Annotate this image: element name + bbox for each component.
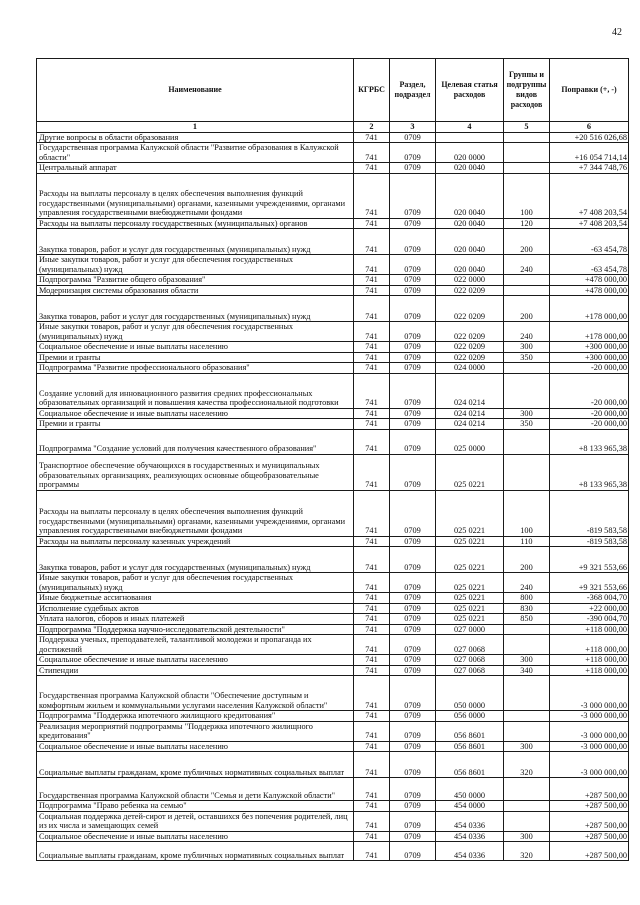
row-kcs-cell: 741 [354,352,390,363]
row-kcs-cell: 741 [354,676,390,711]
row-kcs-cell: 741 [354,614,390,625]
row-kcs-cell: 741 [354,603,390,614]
column-number: 2 [354,122,390,133]
row-section-cell: 0709 [390,255,436,275]
row-group-cell [504,624,550,635]
row-name-cell: Стипендии [37,665,354,676]
row-amount-cell: -3 000 000,00 [550,721,629,741]
row-group-cell: 110 [504,536,550,547]
row-name-cell: Закупка товаров, работ и услуг для государственных (муниципальных) нужд [37,547,354,573]
row-kcs-cell: 741 [354,373,390,408]
table-row [37,408,629,419]
row-amount-cell: +300 000,00 [550,352,629,363]
row-group-cell: 300 [504,408,550,419]
row-name-cell: Государственная программа Калужской области "Развитие образования в Калужской области" [37,143,354,163]
row-amount-cell: +9 321 553,66 [550,573,629,593]
table-row [37,635,629,655]
row-amount-cell: +178 000,00 [550,322,629,342]
row-kcs-cell: 741 [354,624,390,635]
row-amount-cell: +178 000,00 [550,296,629,322]
row-group-cell [504,676,550,711]
row-group-cell: 240 [504,573,550,593]
row-amount-cell: +478 000,00 [550,285,629,296]
row-section-cell: 0709 [390,132,436,143]
column-number: 5 [504,122,550,133]
row-section-cell: 0709 [390,143,436,163]
row-target-cell: 020 0040 [436,229,504,255]
row-target-cell: 020 0040 [436,173,504,218]
row-name-cell: Социальные выплаты гражданам, кроме публичных нормативных социальных выплат [37,842,354,861]
row-target-cell: 020 0040 [436,163,504,174]
row-amount-cell: -20 000,00 [550,363,629,374]
header-section: Раздел, подраздел [390,59,436,122]
row-group-cell [504,363,550,374]
row-group-cell: 350 [504,352,550,363]
row-group-cell: 240 [504,255,550,275]
row-target-cell: 022 0209 [436,342,504,353]
row-kcs-cell: 741 [354,285,390,296]
row-target-cell: 022 0209 [436,285,504,296]
row-group-cell [504,285,550,296]
row-name-cell: Премии и гранты [37,352,354,363]
row-name-cell: Социальное обеспечение и иные выплаты населению [37,741,354,752]
row-amount-cell: +8 133 965,38 [550,454,629,490]
row-name-cell: Иные бюджетные ассигнования [37,593,354,604]
row-kcs-cell: 741 [354,342,390,353]
table-row [37,801,629,812]
table-row [37,163,629,174]
row-kcs-cell: 741 [354,296,390,322]
row-target-cell: 022 0209 [436,296,504,322]
row-section-cell: 0709 [390,711,436,722]
row-amount-cell: -3 000 000,00 [550,676,629,711]
row-group-cell: 200 [504,229,550,255]
table-row [37,536,629,547]
row-section-cell: 0709 [390,322,436,342]
row-target-cell: 024 0214 [436,373,504,408]
column-number-row [37,122,629,133]
row-group-cell: 340 [504,665,550,676]
row-group-cell: 300 [504,831,550,842]
row-amount-cell: -63 454,78 [550,255,629,275]
row-group-cell [504,454,550,490]
row-amount-cell: +7 408 203,54 [550,218,629,229]
table-row [37,429,629,454]
row-kcs-cell: 741 [354,593,390,604]
row-amount-cell: +287 500,00 [550,811,629,831]
table-row [37,603,629,614]
row-name-cell: Социальная поддержка детей-сирот и детей, оставшихся без попечения родителей, лиц из их числа и замещающих семей [37,811,354,831]
row-target-cell: 020 0040 [436,255,504,275]
row-name-cell: Иные закупки товаров, работ и услуг для обеспечения государственных (муниципальных) нужд [37,255,354,275]
row-amount-cell: +16 054 714,14 [550,143,629,163]
row-section-cell: 0709 [390,831,436,842]
row-target-cell: 025 0221 [436,573,504,593]
row-amount-cell: -390 004,70 [550,614,629,625]
row-group-cell: 320 [504,752,550,778]
row-amount-cell: +287 500,00 [550,831,629,842]
row-name-cell: Подпрограмма "Развитие профессионального образования" [37,363,354,374]
row-section-cell: 0709 [390,547,436,573]
row-target-cell: 025 0221 [436,614,504,625]
row-kcs-cell: 741 [354,811,390,831]
row-name-cell: Подпрограмма "Поддержка ипотечного жилищного кредитования" [37,711,354,722]
row-kcs-cell: 741 [354,363,390,374]
row-group-cell: 800 [504,593,550,604]
row-group-cell [504,801,550,812]
table-row [37,285,629,296]
row-section-cell: 0709 [390,275,436,286]
row-section-cell: 0709 [390,429,436,454]
header-target-article: Целевая статья расходов [436,59,504,122]
row-group-cell [504,373,550,408]
row-name-cell: Подпрограмма "Развитие общего образования" [37,275,354,286]
row-target-cell: 027 0068 [436,655,504,666]
row-kcs-cell: 741 [354,741,390,752]
row-name-cell: Подпрограмма "Право ребенка на семью" [37,801,354,812]
row-amount-cell: -368 004,70 [550,593,629,604]
row-kcs-cell: 741 [354,547,390,573]
table-row [37,490,629,536]
row-target-cell: 025 0221 [436,454,504,490]
row-group-cell [504,275,550,286]
row-kcs-cell: 741 [354,711,390,722]
row-section-cell: 0709 [390,665,436,676]
row-name-cell: Социальное обеспечение и иные выплаты населению [37,831,354,842]
row-group-cell [504,429,550,454]
row-group-cell [504,721,550,741]
row-amount-cell: +118 000,00 [550,635,629,655]
row-target-cell: 024 0214 [436,408,504,419]
table-row [37,143,629,163]
row-name-cell: Социальное обеспечение и иные выплаты населению [37,342,354,353]
row-amount-cell: +7 408 203,54 [550,173,629,218]
table-row [37,752,629,778]
table-row [37,665,629,676]
row-section-cell: 0709 [390,603,436,614]
row-kcs-cell: 741 [354,454,390,490]
row-section-cell: 0709 [390,229,436,255]
table-row [37,842,629,861]
row-amount-cell: +118 000,00 [550,665,629,676]
row-group-cell [504,635,550,655]
row-target-cell: 025 0221 [436,536,504,547]
row-amount-cell: +287 500,00 [550,801,629,812]
row-amount-cell: -20 000,00 [550,419,629,430]
row-target-cell: 056 8601 [436,721,504,741]
row-kcs-cell: 741 [354,665,390,676]
row-group-cell [504,143,550,163]
table-row [37,132,629,143]
table-row [37,322,629,342]
row-section-cell: 0709 [390,655,436,666]
table-row [37,363,629,374]
row-group-cell [504,163,550,174]
row-amount-cell: -63 454,78 [550,229,629,255]
row-kcs-cell: 741 [354,408,390,419]
row-amount-cell: -819 583,58 [550,490,629,536]
row-group-cell [504,778,550,801]
row-kcs-cell: 741 [354,229,390,255]
row-group-cell: 200 [504,547,550,573]
table-row [37,173,629,218]
row-name-cell: Подпрограмма "Создание условий для получения качественного образования" [37,429,354,454]
header-amendments: Поправки (+, -) [550,59,629,122]
row-target-cell: 056 0000 [436,711,504,722]
row-name-cell: Транспортное обеспечение обучающихся в государственных и муниципальных образовательных организациях, реализующих основные общеобразовательные программы [37,454,354,490]
row-section-cell: 0709 [390,635,436,655]
table-row [37,352,629,363]
table-row [37,778,629,801]
row-kcs-cell: 741 [354,778,390,801]
row-amount-cell: -20 000,00 [550,408,629,419]
row-target-cell: 024 0000 [436,363,504,374]
row-section-cell: 0709 [390,163,436,174]
row-section-cell: 0709 [390,676,436,711]
row-name-cell: Подпрограмма "Поддержка научно-исследовательской деятельности" [37,624,354,635]
row-name-cell: Создание условий для инновационного развития средних профессиональных образовательных организаций и повышения качества профессиональной подготовки [37,373,354,408]
table-row [37,614,629,625]
row-name-cell: Иные закупки товаров, работ и услуг для обеспечения государственных (муниципальных) нужд [37,573,354,593]
table-row [37,741,629,752]
row-name-cell: Центральный аппарат [37,163,354,174]
row-name-cell: Премии и гранты [37,419,354,430]
row-amount-cell: +118 000,00 [550,655,629,666]
row-name-cell: Реализация мероприятий подпрограммы "Поддержка ипотечного жилищного кредитования" [37,721,354,741]
row-section-cell: 0709 [390,342,436,353]
row-kcs-cell: 741 [354,842,390,861]
header-expense-group: Группы и подгруппы видов расходов [504,59,550,122]
row-group-cell: 850 [504,614,550,625]
row-kcs-cell: 741 [354,752,390,778]
row-section-cell: 0709 [390,373,436,408]
table-row [37,593,629,604]
row-target-cell: 025 0221 [436,490,504,536]
row-target-cell: 025 0221 [436,593,504,604]
row-target-cell: 025 0221 [436,603,504,614]
row-name-cell: Иные закупки товаров, работ и услуг для обеспечения государственных (муниципальных) нужд [37,322,354,342]
row-name-cell: Расходы на выплаты персоналу в целях обеспечения выполнения функций государственными (муниципальными) органами, казенными учреждениями, органами управления государственными внебюджетными фондами [37,490,354,536]
table-row [37,547,629,573]
column-number: 1 [37,122,354,133]
row-amount-cell: -20 000,00 [550,373,629,408]
row-section-cell: 0709 [390,741,436,752]
row-name-cell: Поддержка ученых, преподавателей, талантливой молодежи и пропаганда их достижений [37,635,354,655]
row-name-cell: Исполнение судебных актов [37,603,354,614]
row-name-cell: Закупка товаров, работ и услуг для государственных (муниципальных) нужд [37,296,354,322]
row-group-cell: 300 [504,655,550,666]
row-group-cell: 300 [504,342,550,353]
row-target-cell: 027 0068 [436,635,504,655]
table-row [37,831,629,842]
row-target-cell: 020 0040 [436,218,504,229]
row-group-cell: 100 [504,490,550,536]
column-number: 6 [550,122,629,133]
row-amount-cell: +287 500,00 [550,778,629,801]
row-section-cell: 0709 [390,408,436,419]
table-row [37,711,629,722]
row-target-cell: 056 8601 [436,741,504,752]
row-kcs-cell: 741 [354,419,390,430]
row-target-cell: 025 0000 [436,429,504,454]
row-amount-cell: -3 000 000,00 [550,752,629,778]
header-name: Наименование [37,59,354,122]
row-section-cell: 0709 [390,752,436,778]
table-row [37,373,629,408]
row-target-cell: 022 0209 [436,352,504,363]
row-section-cell: 0709 [390,811,436,831]
row-kcs-cell: 741 [354,536,390,547]
table-row [37,229,629,255]
row-amount-cell: -3 000 000,00 [550,711,629,722]
row-target-cell: 024 0214 [436,419,504,430]
row-name-cell: Расходы на выплаты персоналу казенных учреждений [37,536,354,547]
table-row [37,624,629,635]
row-kcs-cell: 741 [354,173,390,218]
row-amount-cell: +9 321 553,66 [550,547,629,573]
table-row [37,218,629,229]
row-amount-cell: +118 000,00 [550,624,629,635]
row-kcs-cell: 741 [354,143,390,163]
row-amount-cell: +478 000,00 [550,275,629,286]
row-name-cell: Социальные выплаты гражданам, кроме публичных нормативных социальных выплат [37,752,354,778]
row-target-cell: 027 0000 [436,624,504,635]
row-target-cell: 454 0000 [436,801,504,812]
row-section-cell: 0709 [390,419,436,430]
row-section-cell: 0709 [390,352,436,363]
table-row [37,419,629,430]
row-target-cell: 056 8601 [436,752,504,778]
row-kcs-cell: 741 [354,721,390,741]
row-target-cell: 450 0000 [436,778,504,801]
row-amount-cell: -3 000 000,00 [550,741,629,752]
row-kcs-cell: 741 [354,655,390,666]
row-name-cell: Социальное обеспечение и иные выплаты населению [37,655,354,666]
table-row [37,296,629,322]
row-section-cell: 0709 [390,218,436,229]
row-kcs-cell: 741 [354,275,390,286]
row-amount-cell: -819 583,58 [550,536,629,547]
row-kcs-cell: 741 [354,573,390,593]
row-amount-cell: +7 344 748,76 [550,163,629,174]
row-section-cell: 0709 [390,490,436,536]
row-group-cell: 350 [504,419,550,430]
row-amount-cell: +22 000,00 [550,603,629,614]
column-number: 4 [436,122,504,133]
row-section-cell: 0709 [390,614,436,625]
row-section-cell: 0709 [390,721,436,741]
table-row [37,573,629,593]
row-name-cell: Государственная программа Калужской области "Семья и дети Калужской области" [37,778,354,801]
row-group-cell: 320 [504,842,550,861]
row-group-cell: 120 [504,218,550,229]
row-name-cell: Расходы на выплаты персоналу государственных (муниципальных) органов [37,218,354,229]
row-kcs-cell: 741 [354,831,390,842]
row-section-cell: 0709 [390,285,436,296]
row-section-cell: 0709 [390,536,436,547]
row-target-cell: 022 0000 [436,275,504,286]
header-kcs: КГРБС [354,59,390,122]
row-group-cell: 830 [504,603,550,614]
row-target-cell [436,132,504,143]
row-kcs-cell: 741 [354,132,390,143]
row-section-cell: 0709 [390,778,436,801]
row-amount-cell: +20 516 026,68 [550,132,629,143]
table-row [37,275,629,286]
row-kcs-cell: 741 [354,801,390,812]
row-name-cell: Закупка товаров, работ и услуг для государственных (муниципальных) нужд [37,229,354,255]
row-name-cell: Государственная программа Калужской области "Обеспечение доступным и комфортным жильем и коммунальными услугами населения Калужской области" [37,676,354,711]
column-number: 3 [390,122,436,133]
row-name-cell: Социальное обеспечение и иные выплаты населению [37,408,354,419]
row-name-cell: Уплата налогов, сборов и иных платежей [37,614,354,625]
row-target-cell: 454 0336 [436,842,504,861]
row-section-cell: 0709 [390,593,436,604]
row-group-cell [504,132,550,143]
table-row [37,255,629,275]
row-name-cell: Расходы на выплаты персоналу в целях обеспечения выполнения функций государственными (муниципальными) органами, казенными учреждениями, органами управления государственными внебюджетными фондами [37,173,354,218]
row-kcs-cell: 741 [354,218,390,229]
row-target-cell: 027 0068 [436,665,504,676]
table-row [37,721,629,741]
row-section-cell: 0709 [390,363,436,374]
row-kcs-cell: 741 [354,429,390,454]
row-section-cell: 0709 [390,573,436,593]
row-amount-cell: +8 133 965,38 [550,429,629,454]
row-section-cell: 0709 [390,173,436,218]
row-group-cell [504,811,550,831]
row-kcs-cell: 741 [354,163,390,174]
row-group-cell [504,711,550,722]
row-target-cell: 022 0209 [436,322,504,342]
page-number: 42 [612,27,622,38]
row-amount-cell: +287 500,00 [550,842,629,861]
row-section-cell: 0709 [390,842,436,861]
row-target-cell: 025 0221 [436,547,504,573]
row-name-cell: Другие вопросы в области образования [37,132,354,143]
row-section-cell: 0709 [390,296,436,322]
table-row [37,454,629,490]
table-row [37,342,629,353]
row-kcs-cell: 741 [354,322,390,342]
row-target-cell: 454 0336 [436,831,504,842]
row-amount-cell: +300 000,00 [550,342,629,353]
row-group-cell: 100 [504,173,550,218]
row-group-cell: 240 [504,322,550,342]
row-target-cell: 020 0000 [436,143,504,163]
row-group-cell: 200 [504,296,550,322]
row-target-cell: 454 0336 [436,811,504,831]
table-row [37,676,629,711]
row-section-cell: 0709 [390,801,436,812]
row-name-cell: Модернизация системы образования области [37,285,354,296]
row-target-cell: 050 0000 [436,676,504,711]
row-group-cell: 300 [504,741,550,752]
budget-amendments-table [36,58,629,861]
table-row [37,811,629,831]
row-section-cell: 0709 [390,624,436,635]
row-kcs-cell: 741 [354,635,390,655]
row-kcs-cell: 741 [354,255,390,275]
row-section-cell: 0709 [390,454,436,490]
table-row [37,655,629,666]
row-kcs-cell: 741 [354,490,390,536]
